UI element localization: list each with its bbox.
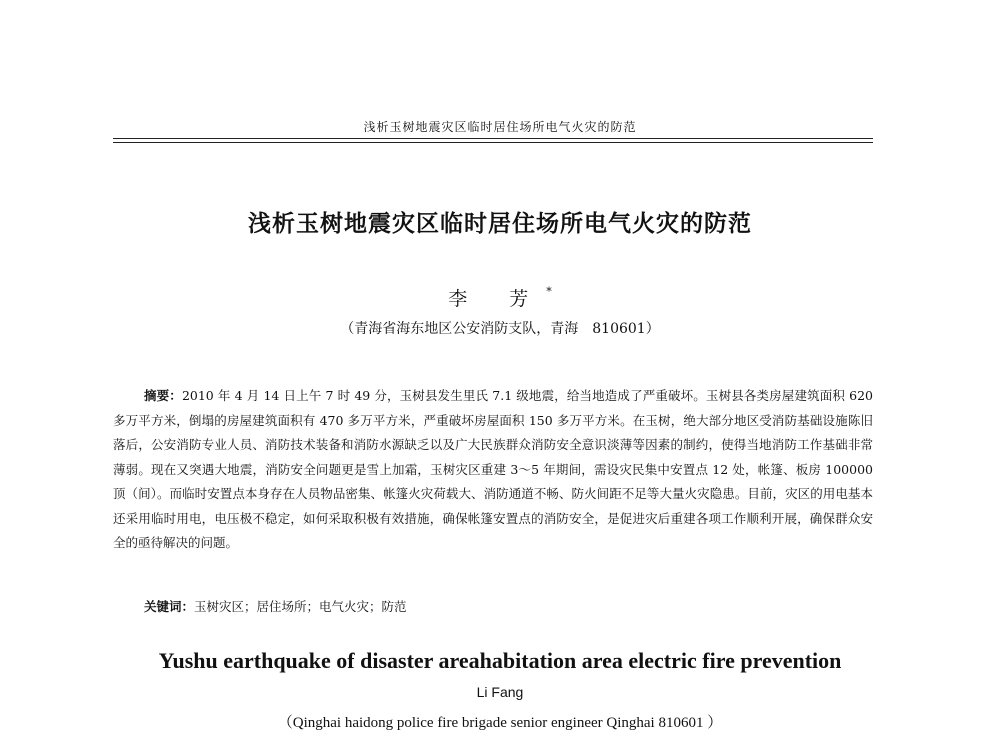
abstract-label: 摘要： <box>144 388 182 403</box>
header-rule-top <box>113 138 873 139</box>
abstract-text: 2010 年 4 月 14 日上午 7 时 49 分，玉树县发生里氏 7.1 级地震，给当地造成了严重破坏。玉树县各类房屋建筑面积 620 多万平方米，倒塌的房屋建筑面积有 470 多万平方米，严重破坏房屋面积 150 多万平方米。在玉树，绝大部分地区受消防基础设施陈旧落后，公安消防专业人员、消防技术装备和消防水源缺乏以及广大民族群众消防安全意识淡薄等因素的制约，使得当地消防工作基础非常薄弱。现在又突遇大地震，消防安全问题更是雪上加霜，玉树灾区重建 3～5 年期间，需设灾民集中安置点 12 处，帐篷、板房 100000 顶（间）。而临时安置点本身存在人员物品密集、帐篷火灾荷载大、消防通道不畅、防火间距不足等大量火灾隐患。目前，灾区的用电基本还采用临时用电，电压极不稳定，如何采取积极有效措施，确保帐篷安置点的消防安全，是促进灾后重建各项工作顺利开展，确保群众安全的亟待解决的问题。 <box>113 388 873 550</box>
english-title: Yushu earthquake of disaster areahabitation area electric fire prevention <box>158 648 842 673</box>
author-name: 李 芳 <box>448 288 547 310</box>
keywords <box>144 597 407 615</box>
author-footnote-mark: * <box>546 284 552 298</box>
running-header: 浅析玉树地震灾区临时居住场所电气火灾的防范 <box>363 120 637 134</box>
english-affiliation: （Qinghai haidong police fire brigade senior engineer Qinghai 810601 ） <box>277 715 723 731</box>
english-author: Li Fang <box>476 684 524 700</box>
keywords-text: 玉树灾区；居住场所；电气火灾；防范 <box>194 599 407 614</box>
abstract <box>113 384 873 556</box>
keywords-label: 关键词： <box>144 599 195 614</box>
header-rule-bottom <box>113 142 873 143</box>
paper-title: 浅析玉树地震灾区临时居住场所电气火灾的防范 <box>248 211 752 237</box>
author-affiliation: （青海省海东地区公安消防支队，青海 810601） <box>340 321 660 337</box>
author-line <box>0 284 1000 311</box>
